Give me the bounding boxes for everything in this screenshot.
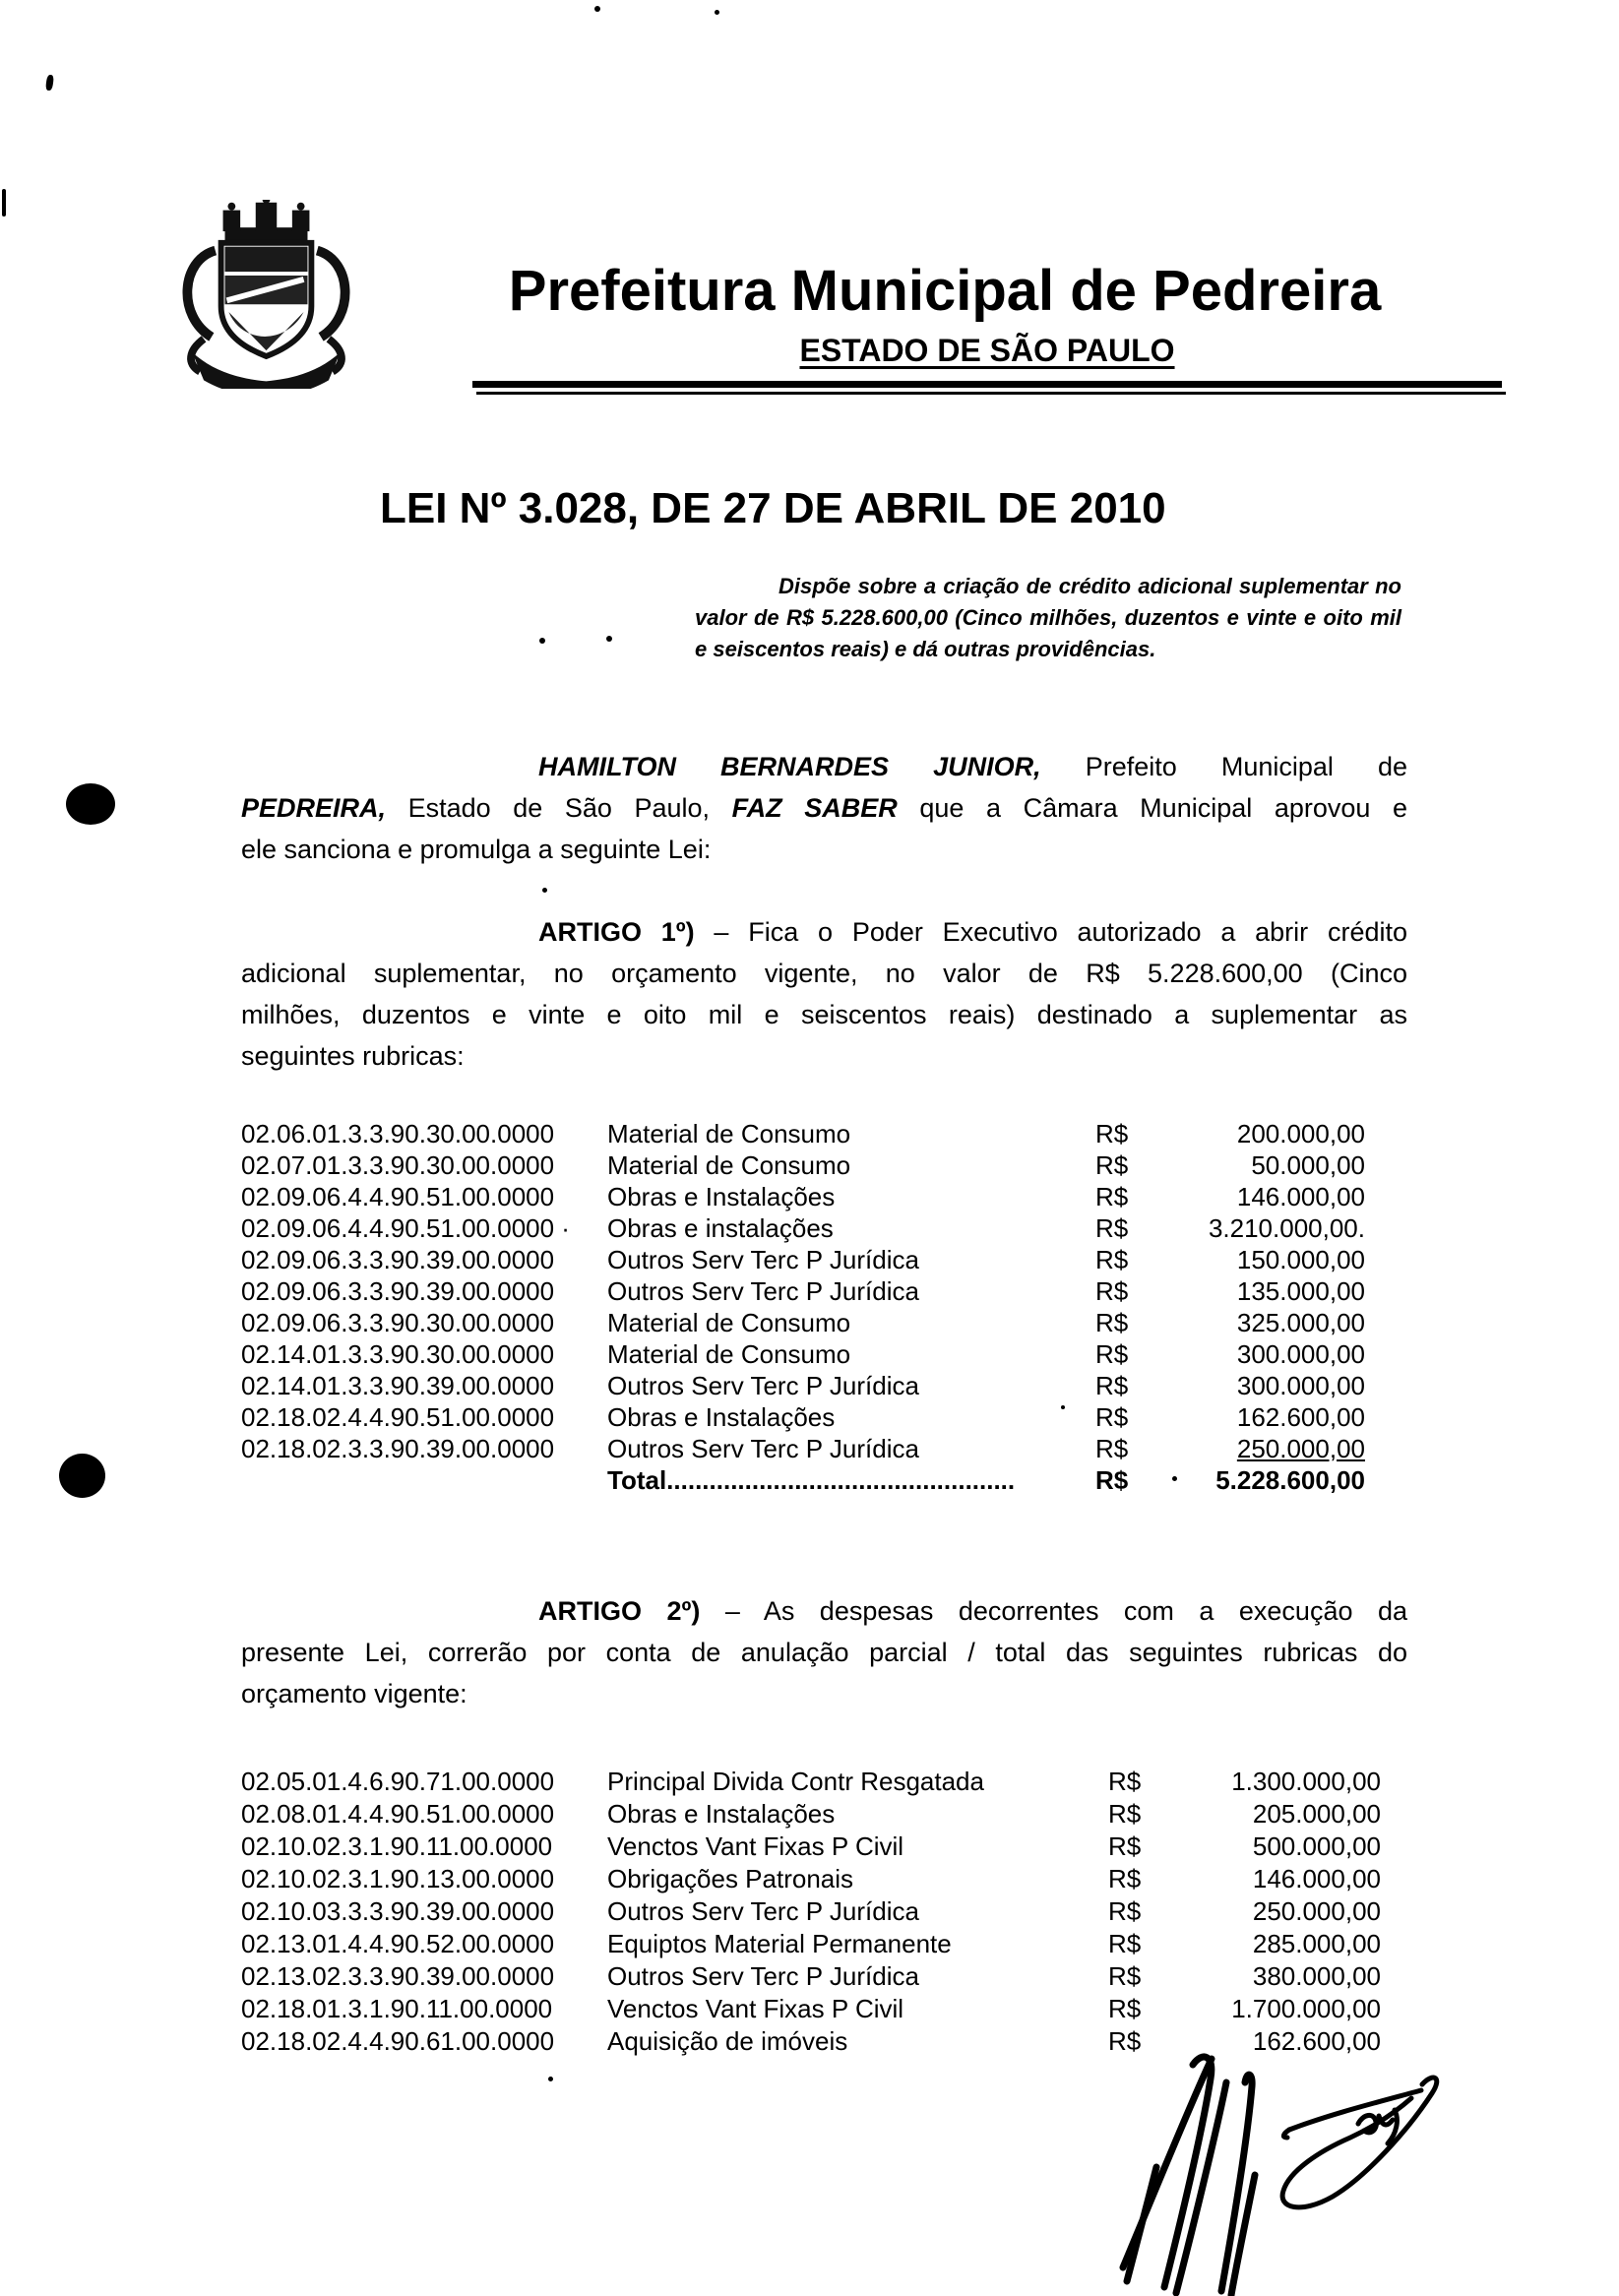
rubric-description: Outros Serv Terc P Jurídica: [607, 1434, 919, 1463]
table-row: [241, 1149, 1365, 1181]
rubric-description: Obras e Instalações: [607, 1799, 836, 1829]
punch-hole-mark: [66, 783, 115, 825]
article-line: [241, 1590, 1407, 1632]
rubric-code: 02.10.02.3.1.90.11.00.0000: [241, 1831, 553, 1861]
table-row: [241, 1798, 1381, 1831]
rubric-code: 02.14.01.3.3.90.30.00.0000: [241, 1339, 555, 1369]
table-row: [241, 1401, 1365, 1433]
currency-label: R$: [1108, 1799, 1142, 1829]
rubric-code: 02.09.06.3.3.90.39.00.0000: [241, 1276, 555, 1306]
scan-speck: [548, 2077, 553, 2081]
scan-speck: [1061, 1405, 1065, 1409]
currency-label: R$: [1095, 1465, 1129, 1495]
currency-label: R$: [1095, 1371, 1129, 1400]
currency-label: R$: [1095, 1434, 1129, 1463]
currency-label: R$: [1108, 1831, 1142, 1861]
city-name: PEDREIRA,: [241, 793, 387, 823]
currency-label: R$: [1108, 1896, 1142, 1926]
mayor-name: HAMILTON BERNARDES JUNIOR,: [538, 752, 1041, 781]
rubric-description: Obras e instalações: [607, 1213, 834, 1243]
currency-label: R$: [1095, 1402, 1129, 1432]
rubric-description: Obrigações Patronais: [607, 1864, 854, 1893]
law-title: LEI Nº 3.028, DE 27 DE ABRIL DE 2010: [380, 484, 1166, 532]
scan-speck: [715, 10, 719, 15]
state-subtitle: ESTADO DE SÃO PAULO: [799, 333, 1175, 368]
rubric-code: 02.18.02.3.3.90.39.00.0000: [241, 1434, 555, 1463]
table-rows: [241, 1766, 1381, 2058]
rubric-description: Equiptos Material Permanente: [607, 1929, 952, 1958]
table-row: [241, 1181, 1365, 1212]
scan-speck: [539, 638, 545, 644]
rubric-code: 02.07.01.3.3.90.30.00.0000: [241, 1150, 555, 1180]
table-row: [241, 1895, 1381, 1928]
rubric-code: 02.06.01.3.3.90.30.00.0000: [241, 1119, 555, 1148]
currency-label: R$: [1095, 1245, 1129, 1274]
article-line: [241, 911, 1407, 953]
rubric-code: 02.09.06.4.4.90.51.00.0000: [241, 1182, 555, 1211]
municipal-coat-of-arms-logo: [165, 200, 367, 389]
rubric-value: 300.000,00: [1236, 1339, 1365, 1369]
rubric-code: 02.10.02.3.1.90.13.00.0000: [241, 1864, 555, 1893]
rubric-description: Venctos Vant Fixas P Civil: [607, 1994, 904, 2023]
rubric-value: 325.000,00: [1236, 1308, 1365, 1337]
rubric-code: 02.13.02.3.3.90.39.00.0000: [241, 1961, 555, 1991]
summary-line: Dispõe sobre a criação de crédito adicional suplementar no: [778, 574, 1401, 598]
table-row: [241, 1993, 1381, 2025]
rubric-value: 50.000,00: [1251, 1150, 1365, 1180]
rubric-value: 200.000,00: [1236, 1119, 1365, 1148]
rubric-code: 02.05.01.4.6.90.71.00.0000: [241, 1767, 555, 1796]
rubric-description: Aquisição de imóveis: [607, 2026, 848, 2056]
law-summary: [695, 571, 1401, 665]
currency-label: R$: [1095, 1150, 1129, 1180]
article-2-label: ARTIGO 2º): [538, 1596, 701, 1626]
article-text: – Fica o Poder Executivo autorizado a abrir crédito: [694, 917, 1407, 947]
currency-label: R$: [1108, 2026, 1142, 2056]
article-line: presente Lei, correrão por conta de anulação parcial / total das seguintes rubricas do: [241, 1638, 1407, 1667]
table-row: [241, 1766, 1381, 1798]
table-row: [241, 1307, 1365, 1338]
scan-speck: [2, 189, 6, 217]
rubric-code: 02.13.01.4.4.90.52.00.0000: [241, 1929, 555, 1958]
table-row: [241, 1960, 1381, 1993]
article-1-label: ARTIGO 1º): [538, 917, 695, 947]
table-row: [241, 1831, 1381, 1863]
rubric-code: 02.10.03.3.3.90.39.00.0000: [241, 1896, 555, 1926]
currency-label: R$: [1095, 1276, 1129, 1306]
currency-label: R$: [1095, 1339, 1129, 1369]
faz-saber: FAZ SABER: [731, 793, 898, 823]
currency-label: R$: [1108, 1961, 1142, 1991]
rubric-code: 02.09.06.3.3.90.30.00.0000: [241, 1308, 555, 1337]
table-row: [241, 1118, 1365, 1149]
rubric-value: 1.700.000,00: [1231, 1994, 1381, 2023]
rubric-value: 162.600,00: [1252, 2026, 1381, 2056]
rubric-value: 3.210.000,00.: [1208, 1213, 1365, 1243]
rubric-description: Material de Consumo: [607, 1150, 851, 1180]
rubric-code: 02.14.01.3.3.90.39.00.0000: [241, 1371, 555, 1400]
currency-label: R$: [1108, 1994, 1142, 2023]
supplement-rubrics-table: [241, 1118, 1365, 1496]
rubric-description: Material de Consumo: [607, 1339, 851, 1369]
preamble-line: [241, 787, 1407, 829]
rubric-description: Outros Serv Terc P Jurídica: [607, 1276, 919, 1306]
rubric-value: 500.000,00: [1252, 1831, 1381, 1861]
rubric-value: 285.000,00: [1252, 1929, 1381, 1958]
preamble-text: Estado de São Paulo,: [386, 793, 732, 823]
rubric-code: 02.18.01.3.1.90.11.00.0000: [241, 1994, 553, 2023]
rubric-description: Obras e Instalações: [607, 1182, 836, 1211]
table-row: [241, 1338, 1365, 1370]
header-rule-thin: [476, 392, 1506, 395]
rubric-description: Venctos Vant Fixas P Civil: [607, 1831, 904, 1861]
table-row: [241, 1370, 1365, 1401]
currency-label: R$: [1108, 1864, 1142, 1893]
rubric-description: Obras e Instalações: [607, 1402, 836, 1432]
scan-speck: [594, 6, 600, 12]
table-rows: [241, 1118, 1365, 1464]
scan-speck: [542, 888, 547, 893]
rubric-value: 146.000,00: [1236, 1182, 1365, 1211]
preamble-text: Prefeito Municipal de: [1040, 752, 1407, 781]
currency-label: R$: [1095, 1119, 1129, 1148]
handwritten-signature-flourish: [1268, 2069, 1461, 2228]
table-total-row: [241, 1464, 1365, 1496]
rubric-value: 1.300.000,00: [1231, 1767, 1381, 1796]
rubric-value: 150.000,00: [1236, 1245, 1365, 1274]
rubric-value: 135.000,00: [1236, 1276, 1365, 1306]
currency-label: R$: [1095, 1308, 1129, 1337]
summary-line: valor de R$ 5.228.600,00 (Cinco milhões, duzentos e vinte e oito mil: [695, 605, 1401, 630]
article-line: orçamento vigente:: [241, 1679, 467, 1708]
article-text: – As despesas decorrentes com a execução da: [700, 1596, 1407, 1626]
summary-line: e seiscentos reais) e dá outras providências.: [695, 637, 1156, 661]
currency-label: R$: [1108, 1929, 1142, 1958]
total-spacer: [241, 1464, 607, 1496]
article-2-paragraph: [241, 1590, 1407, 1714]
rubric-value: 300.000,00: [1236, 1371, 1365, 1400]
rubric-description: Outros Serv Terc P Jurídica: [607, 1371, 919, 1400]
rubric-description: Material de Consumo: [607, 1308, 851, 1337]
scan-speck: [606, 636, 612, 642]
table-row: [241, 1244, 1365, 1275]
rubric-description: Outros Serv Terc P Jurídica: [607, 1245, 919, 1274]
table-row: [241, 1275, 1365, 1307]
rubric-value: 250.000,00: [1252, 1896, 1381, 1926]
header-rule-thick: [472, 381, 1502, 388]
rubric-value: 205.000,00: [1252, 1799, 1381, 1829]
article-1-paragraph: [241, 911, 1407, 1077]
table-row: [241, 1433, 1365, 1464]
table-row: [241, 1928, 1381, 1960]
rubric-value: 146.000,00: [1252, 1864, 1381, 1893]
rubric-description: Outros Serv Terc P Jurídica: [607, 1896, 919, 1926]
currency-label: R$: [1108, 1767, 1142, 1796]
currency-label: R$: [1095, 1213, 1129, 1243]
annulment-rubrics-table: [241, 1766, 1381, 2058]
rubric-description: Principal Divida Contr Resgatada: [607, 1767, 984, 1796]
article-line: adicional suplementar, no orçamento vigente, no valor de R$ 5.228.600,00 (Cinco: [241, 959, 1407, 988]
currency-label: R$: [1095, 1182, 1129, 1211]
rubric-description: Material de Consumo: [607, 1119, 851, 1148]
total-value: 5.228.600,00: [1215, 1465, 1365, 1495]
org-title: Prefeitura Municipal de Pedreira: [508, 259, 1382, 323]
article-line: seguintes rubricas:: [241, 1041, 465, 1071]
preamble-text: que a Câmara Municipal aprovou e: [897, 793, 1407, 823]
rubric-code: 02.09.06.4.4.90.51.00.0000 ·: [241, 1213, 570, 1243]
preamble-line: ele sanciona e promulga a seguinte Lei:: [241, 835, 712, 864]
rubric-code: 02.18.02.4.4.90.51.00.0000: [241, 1402, 555, 1432]
table-row: [241, 1212, 1365, 1244]
rubric-code: 02.08.01.4.4.90.51.00.0000: [241, 1799, 555, 1829]
handwritten-signature-scribble: [1097, 2049, 1265, 2296]
article-line: milhões, duzentos e vinte e oito mil e seiscentos reais) destinado a suplementar as: [241, 1000, 1407, 1029]
table-row: [241, 1863, 1381, 1895]
rubric-code: 02.09.06.3.3.90.39.00.0000: [241, 1245, 555, 1274]
rubric-code: 02.18.02.4.4.90.61.00.0000: [241, 2026, 555, 2056]
preamble-paragraph: [241, 746, 1407, 870]
rubric-description: Outros Serv Terc P Jurídica: [607, 1961, 919, 1991]
rubric-value: 162.600,00: [1236, 1402, 1365, 1432]
scan-speck: [1172, 1476, 1177, 1481]
rubric-value: 250.000,00: [1236, 1434, 1365, 1463]
preamble-line: [241, 746, 1407, 787]
rubric-value: 380.000,00: [1252, 1961, 1381, 1991]
total-label: Total.................................................: [607, 1465, 1016, 1495]
punch-hole-mark: [59, 1454, 105, 1498]
scan-speck: [45, 75, 54, 92]
